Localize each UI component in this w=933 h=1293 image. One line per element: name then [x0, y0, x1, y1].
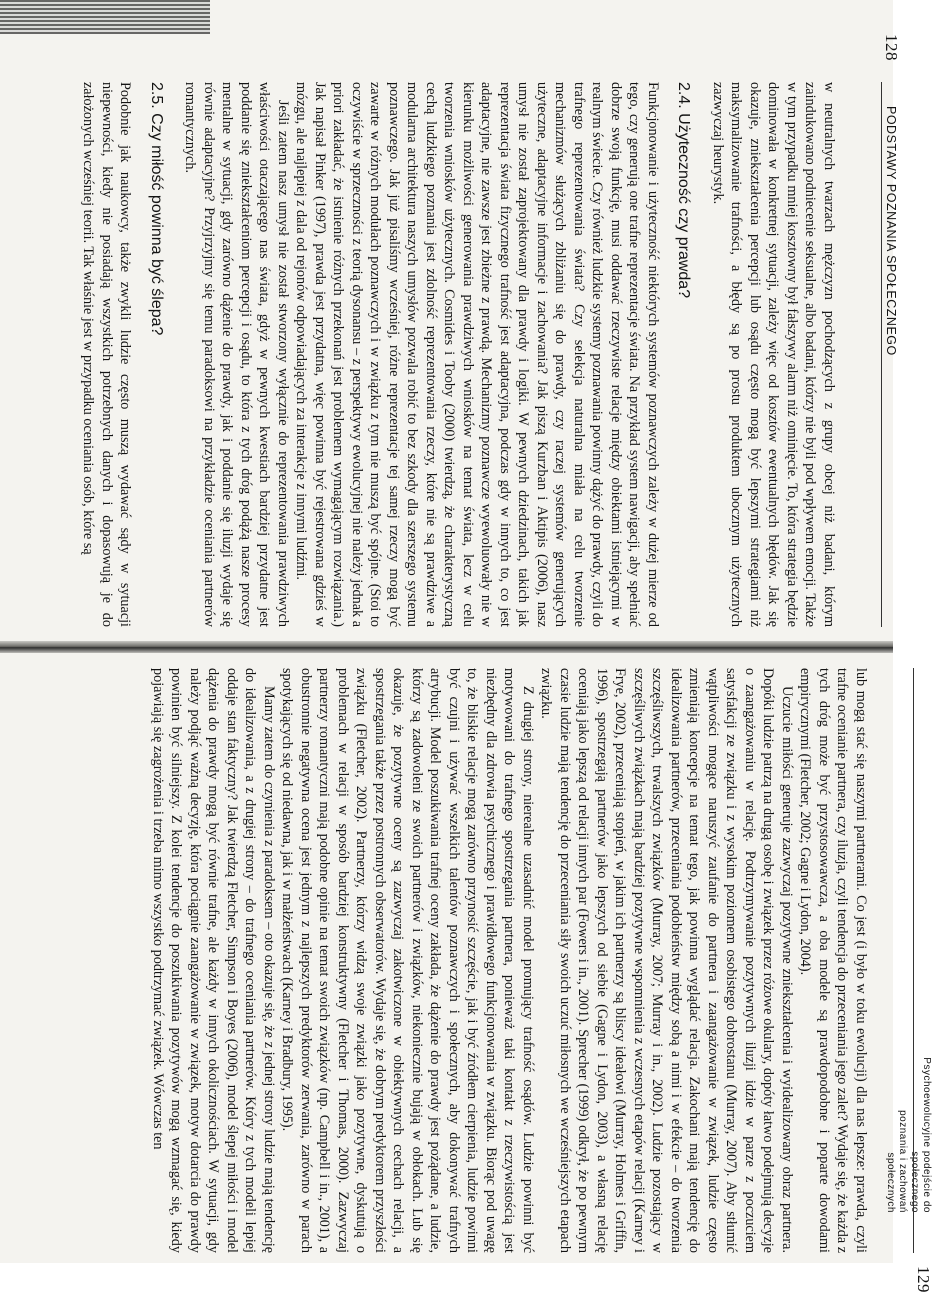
- left-paragraph: w neutralnych twarzach mężczyzn pochodzących z grupy obcej niż badani, którym zaindukowano podniecenie seksualne, albo badani, którzy nie byli pod wpływem emocji. Także w tym przypadku mniej kosztowny był fałszywy alarm niż ominięcie. To, która strategia będzie dominowała w konkretnej sytuacji, zależy więc od kosztów ewentualnych błędów. Jak się okazuje, zniekształcenia percepcji lub osądu często mogą być lepszymi strategiami niż maksymalizowanie trafności, a błędy są po prostu produktem ubocznym użytecznych zazwyczaj heurystyk.: [710, 82, 837, 627]
- right-header-rule: [913, 668, 914, 1253]
- right-paragraph: Uczucie miłości generuje zazwyczaj pozytywne zniekształcenia i wyidealizowany obraz partnera. Dopóki ludzie patrzą na drugą osobę i związek przez różowe okulary, dopóty łatwo podejmują decyzje o zaangażowaniu w relację. Podtrzymywanie pozytywnych iluzji idzie w parze z poczuciem satysfakcji ze związku i z wysokim poziomem osobistego dobrostanu (Murray, 2007). Aby stłumić wątpliwości mogące naruszyć zaufanie do partnera i zaangażowanie w związek, ludzie często zmieniają koncepcje na temat tego, jak powinna wyglądać relacja. Zakochani mają tendencję do idealizowania partnerów, przeceniania podobieństw między sobą a nimi i w efekcie – do tworzenia szczęśliwszych, trwalszych związków (Murray, 2007; Murray i in., 2002). Ludzie pozostający w szczęśliwych związkach mają bardziej pozytywne wspomnienia z wczesnych etapów relacji (Karney i Frye, 2002), przeceniają stopień, w jakim ich partnerzy są bliscy ideałowi (Murray, Holmes i Griffin, 1996), spostrzegają partnerów jako lepszych od siebie (Gagne i Lydon, 2003), a własną relację oceniają jako lepszą od relacji innych par (Fowers i in., 2001). Sprecher (1999) odkrył, że po pewnym czasie ludzie mają tendencję do przeceniania siły swoich uczuć miłosnych we wcześniejszych etapach związku.: [538, 668, 795, 1253]
- right-page: [10, 668, 933, 1293]
- left-paragraph: Jeśli zatem nasz umysł nie został stworzony wyłącznie do reprezentowania prawdziwych właściwości otaczającego nas świata, gdyż w pewnych kwestiach bardziej przydatne jest poddanie się zniekształceniom percepcji i osądu, to która z tych dróg podążą nasze procesy mentalne w sytuacji, gdy zarówno dążenie do prawdy, jak i poddanie się iluzji wydaje się równie adaptacyjne? Przyjrzyjmy się temu paradoksowi na przykładzie oceniania partnerów romantycznych.: [182, 82, 291, 627]
- left-header-rule: [881, 82, 882, 627]
- right-running-title: [884, 1053, 932, 1213]
- section-heading-2-4: 2.4. Użyteczność czy prawda?: [675, 82, 693, 299]
- left-paragraph: Podobnie jak naukowcy, także zwykli ludzie często muszą wydawać sądy w sytuacji niepewności, kiedy nie posiadają wszystkich potrzebnych danych i dopasowują je do założonych wcześniej teorii. Tak właśnie jest w przypadku oceniania osób, które są: [80, 82, 134, 627]
- right-page-number: 129: [914, 1266, 933, 1293]
- right-paragraph: Mamy zatem do czynienia z paradoksem – oto okazuje się, że z jednej strony ludzie mają tendencję do idealizowania, a z drugiej strony – do trafnego oceniania partnerów. Który z tych modeli lepiej oddaje stan faktyczny? Jak twierdzą Fletcher, Simpson i Boyes (2006), model ślepej miłości i model dążenia do prawdy mogą być równie trafne, ale każdy w innych okolicznościach. W sytuacji, gdy należy podjąć ważną decyzję, która pociągnie zaangażowanie w związek, motyw dotarcia do prawdy powinien być silniejszy. Z kolei tendencje do poszukiwania pozytywów mogą wzmagać się, kiedy pojawiają się zagrożenia i trzeba mimo wszystko podtrzymać związek. Wówczas ten: [150, 668, 277, 1253]
- left-page-number: 128: [882, 34, 901, 61]
- right-running-title-line1: Psychoewolucyjne podejście do społecznego: [909, 1057, 932, 1213]
- left-running-title: PODSTAWY POZNANIA SPOŁECZNEGO: [884, 106, 898, 356]
- section-heading-2-5: 2.5. Czy miłość powinna być ślepa?: [148, 82, 165, 336]
- scan-edge-artifact: [0, 0, 210, 34]
- right-paragraph: Z drugiej strony, nierealne uzasadnić model promujący trafność osądów. Ludzie powinni być motywowani do trafnego spostrzegania partnera, ponieważ taki kontakt z rzeczywistością jest niezbędny dla zdrowia psychicznego i prawidłowego funkcjonowania w związku. Biorąc pod uwagę to, że bliskie relacje mogą zarówno przynosić szczęście, jak i być źródłem cierpienia, ludzie powinni być czujni i używać wszelkich talentów poznawczych i społecznych, aby dokonywać trafnych atrybucji. Model poszukiwania trafnej oceny zakłada, że dążenie do prawdy jest pożądane, a ludzie, którzy są zadowoleni ze swoich partnerów i związków, niekoniecznie bujają w obłokach. Lub się okazuje, że pozytywne oceny są zazwyczaj zakotwiczone w obiektywnych cechach relacji, a spostrzegania także przez postronnych obserwatorów. Wydaje się, że dobrym predyktorem przyszłości związku (Fletcher, 2002). Partnerzy, którzy widzą swoje związki jako pozytywne, dyskutują o problemach w relacji w sposób bardziej konstruktywny (Fletcher i Thomas, 2000). Zazwyczaj partnerzy romantyczni mają podobne opinie na temat swoich związków (np. Campbell i in., 2001), a obustronnie negatywna ocena jest jednym z najlepszych predyktorów zerwania, zarówno w parach spotykających się od niedawna, jak i w małżeństwach (Karney i Bradbury, 1995).: [279, 668, 536, 1253]
- left-paragraph: Funkcjonowanie i użyteczność niektórych systemów poznawczych zależy w dużej mierze od tego, czy generują one trafne reprezentacje świata. Na przykład system nawigacji, aby spełniać dobrze swoją funkcję, musi oddawać rzeczywiste relacje między obiektami istniejącymi w realnym świecie. Czy również ludzkie systemy poznawania powinny dążyć do prawdy, czyli do trafnego reprezentowania świata? Czy selekcja naturalna miała na celu tworzenie mechanizmów służących zbliżaniu się do prawdy, czy raczej systemów generujących użyteczne, adaptacyjne informacje i zachowania? Jak piszą Kurzban i Aktipis (2006), nasz umysł nie został zaprojektowany dla prawdy i logiki. W pewnych dziedzinach, takich jak reprezentacja świata fizycznego trafność jest adaptacyjna, podczas gdy w innych to, co jest adaptacyjne, nie zawsze jest zbieżne z prawdą. Mechanizmy poznawcze wyewoluowały nie w kierunku możliwości generowania prawdziwych wniosków na temat świata, lecz w celu tworzenia wniosków użytecznych. Cosmides i Tooby (2000) twierdzą, że charakterystyczną cechą ludzkiego poznania jest zdolność reprezentowania rzeczy, które nie są prawdziwe a modularna architektura naszych umysłów pozwala robić to bez szkody dla szerszego systemu poznawczego. Jak już pisaliśmy wcześniej, różne reprezentacje tej samej rzeczy mogą być zawarte w różnych modułach poznawczych i w związku z tym nie muszą być spójne. (Stoi to oczywiście w sprzeczności z teorią dysonansu – z perspektywy ewolucyjnej nie należy jednak a priori zakładać, że istnienie różnych przekonań jest problemem wymagającym rozwiązania.) Jak napisał Pinker (1997), prawda jest przydatna, więc powinna być rejestrowana gdzieś w mózgu, ale najlepiej z dala od rejonów odpowiadających za interakcje z innymi ludźmi.: [293, 82, 661, 627]
- right-paragraph: lub mogą stać się naszymi partnerami. Co jest (i było w toku ewolucji) dla nas lepsze: prawda, czyli trafne ocenianie partnera, czy iluzja, czyli tendencja do przeceniania jego zalet? Wydaje się, że każda z tych dróg może być przystosowawcza, a oba modele są prawdopodobne i poparte dowodami empirycznymi (Fletcher, 2002; Gagne i Lydon, 2004).: [797, 668, 869, 1253]
- right-running-title-line2: poznania i zachowań społecznych: [885, 1110, 908, 1213]
- book-fold: [0, 641, 893, 653]
- left-page: [38, 34, 901, 627]
